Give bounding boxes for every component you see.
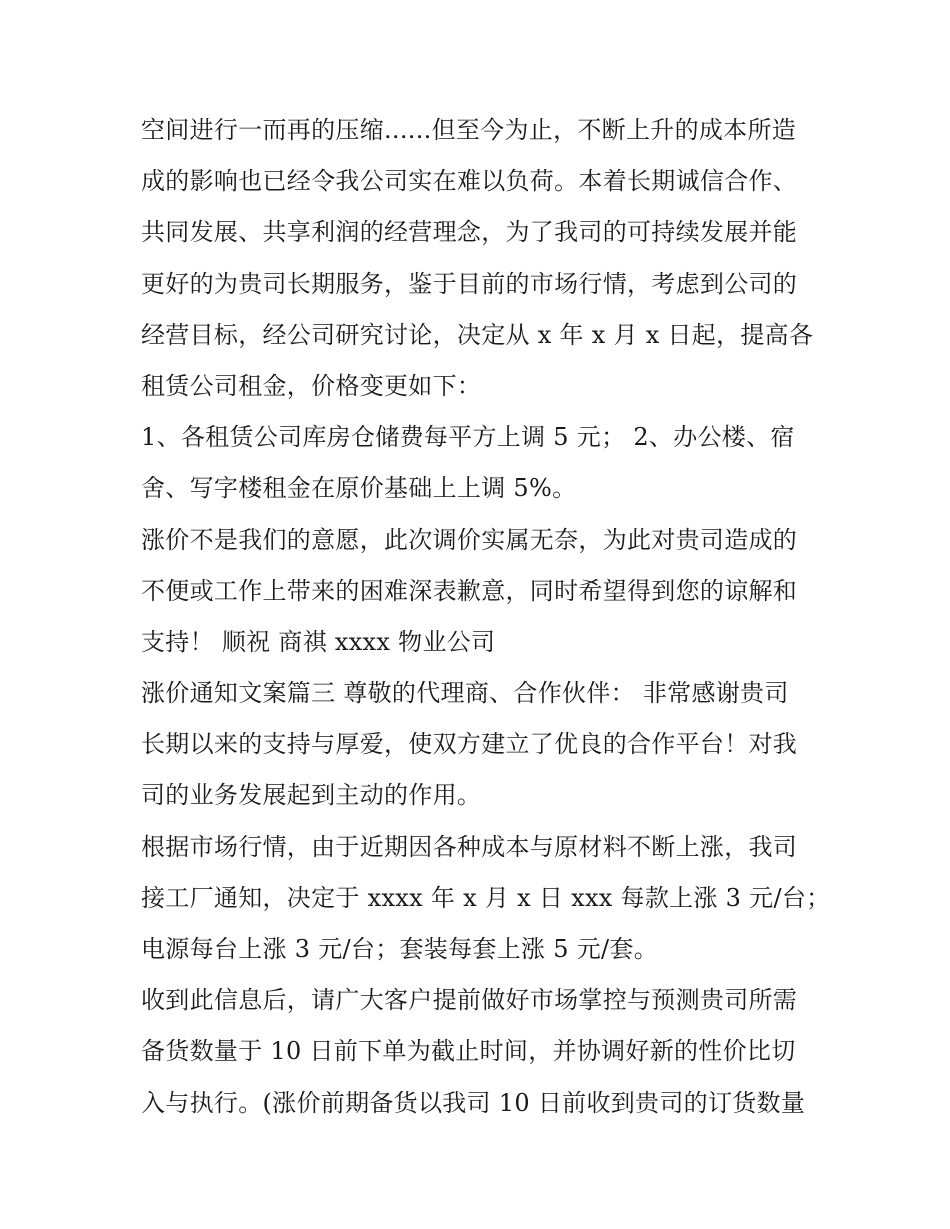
text-line: 备货数量于 10 日前下单为截止时间，并协调好新的性价比切 xyxy=(141,1037,796,1066)
text-line: 1、各租赁公司库房仓储费每平方上调 5 元； 2、办公楼、宿 xyxy=(141,423,795,452)
text-line: 支持！ 顺祝 商祺 xxxx 物业公司 xyxy=(141,627,496,656)
text-line: 空间进行一而再的压缩......但至今为止，不断上升的成本所造 xyxy=(141,116,797,144)
text-line: 成的影响也已经令我公司实在难以负荷。本着长期诚信合作、 xyxy=(141,167,798,196)
text-line: 更好的为贵司长期服务，鉴于目前的市场行情，考虑到公司的 xyxy=(141,269,798,298)
text-line: 根据市场行情，由于近期因各种成本与原材料不断上涨，我司 xyxy=(141,832,798,861)
text-line: 电源每台上涨 3 元/台；套装每套上涨 5 元/套。 xyxy=(141,935,659,963)
text-line: 租赁公司租金，价格变更如下： xyxy=(141,371,482,400)
text-line: 接工厂通知，决定于 xxxx 年 x 月 x 日 xxx 每款上涨 3 元/台； xyxy=(141,883,831,912)
document-body xyxy=(141,105,831,1129)
text-line: 收到此信息后，请广大客户提前做好市场掌控与预测贵司所需 xyxy=(141,986,798,1015)
text-line: 司的业务发展起到主动的作用。 xyxy=(141,781,482,810)
text-line: 涨价通知文案篇三 尊敬的代理商、合作伙伴： 非常感谢贵司 xyxy=(141,679,789,708)
text-line: 长期以来的支持与厚爱，使双方建立了优良的合作平台！对我 xyxy=(141,730,798,759)
text-line: 经营目标，经公司研究讨论，决定从 x 年 x 月 x 日起，提高各 xyxy=(141,320,814,349)
text-line: 入与执行。(涨价前期备货以我司 10 日前收到贵司的订货数量 xyxy=(141,1088,806,1117)
text-line: 不便或工作上带来的困难深表歉意，同时希望得到您的谅解和 xyxy=(141,576,798,605)
text-line: 涨价不是我们的意愿，此次调价实属无奈，为此对贵司造成的 xyxy=(141,525,798,554)
text-line: 共同发展、共享利润的经营理念，为了我司的可持续发展并能 xyxy=(141,218,798,247)
text-line: 舍、写字楼租金在原价基础上上调 5%。 xyxy=(141,474,577,503)
